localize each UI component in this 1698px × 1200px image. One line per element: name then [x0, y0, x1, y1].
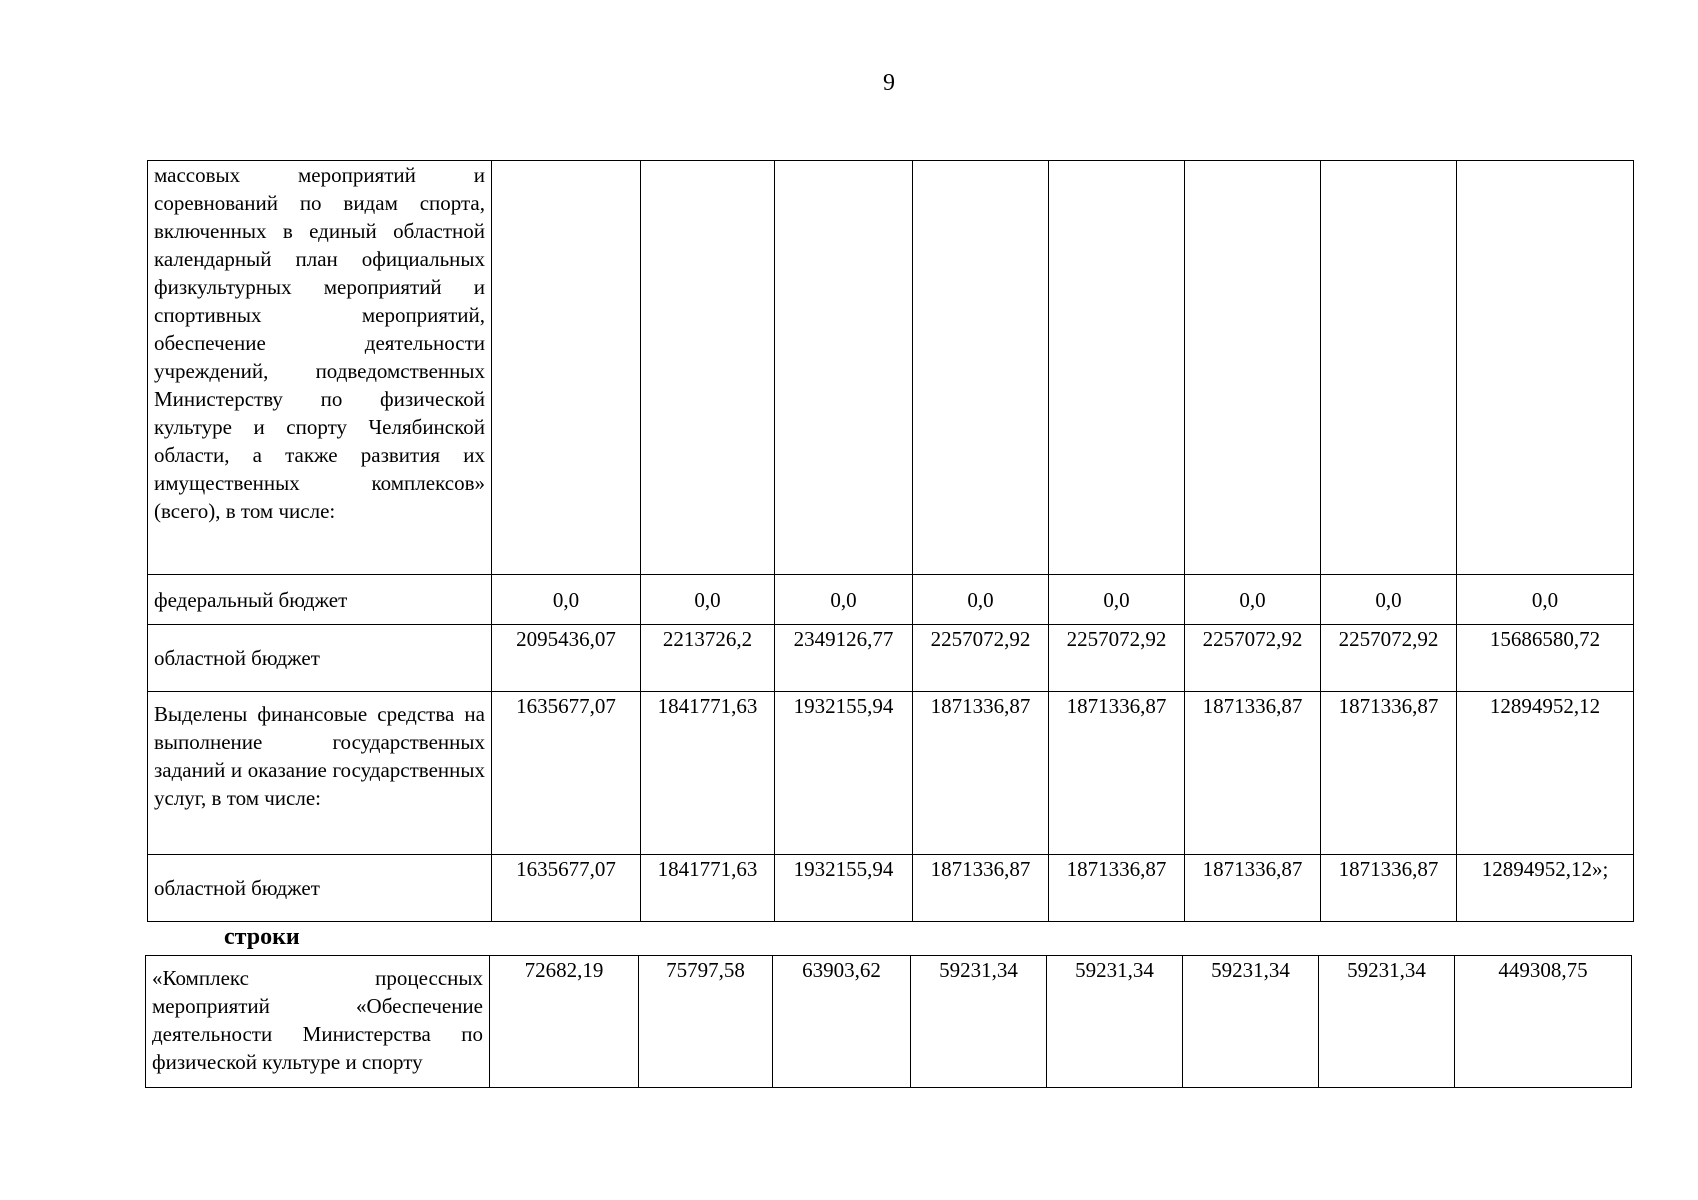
- table-cell: 63903,62: [773, 956, 911, 1088]
- table-cell: 1871336,87: [1049, 692, 1185, 855]
- table-cell: 1871336,87: [1185, 692, 1321, 855]
- table-cell: 0,0: [492, 575, 641, 625]
- table-cell: 0,0: [1321, 575, 1457, 625]
- table-cell: 1871336,87: [913, 855, 1049, 922]
- row-label: массовых мероприятий и соревнований по видам спорта, включенных в единый областной календарный план официальных физкультурных мероприятий и спортивных мероприятий, обеспечение деятельности учреждений, подведомственных Министерству по физической культуре и спорту Челябинской области, а также развития их имущественных комплексов» (всего), в том числе:: [148, 161, 492, 575]
- table-cell: 1871336,87: [1321, 855, 1457, 922]
- table-cell: 2349126,77: [775, 625, 913, 692]
- table-row: [146, 956, 1632, 1088]
- table-cell: 0,0: [1457, 575, 1634, 625]
- table-cell: [913, 161, 1049, 575]
- table-cell: 0,0: [913, 575, 1049, 625]
- table-cell: 1871336,87: [1185, 855, 1321, 922]
- table-row: [148, 625, 1634, 692]
- table-row: [148, 855, 1634, 922]
- table-cell: 2257072,92: [1185, 625, 1321, 692]
- table-cell: [1321, 161, 1457, 575]
- table-row: [148, 575, 1634, 625]
- table-cell: [1185, 161, 1321, 575]
- table-cell: 12894952,12»;: [1457, 855, 1634, 922]
- table-cell: 1871336,87: [1049, 855, 1185, 922]
- table-cell: 59231,34: [1047, 956, 1183, 1088]
- row-label: Выделены финансовые средства на выполнение государственных заданий и оказание государственных услуг, в том числе:: [148, 692, 492, 855]
- section-word: строки: [224, 924, 300, 950]
- row-label: областной бюджет: [148, 855, 492, 922]
- table-cell: 1841771,63: [641, 855, 775, 922]
- table-cell: [641, 161, 775, 575]
- table-cell: 449308,75: [1455, 956, 1632, 1088]
- table-cell: 2257072,92: [913, 625, 1049, 692]
- table-cell: 2257072,92: [1049, 625, 1185, 692]
- table-cell: 2213726,2: [641, 625, 775, 692]
- table-cell: 2257072,92: [1321, 625, 1457, 692]
- table-cell: 59231,34: [1183, 956, 1319, 1088]
- row-label: федеральный бюджет: [148, 575, 492, 625]
- table-row: [148, 692, 1634, 855]
- budget-table: [147, 160, 1634, 922]
- table-cell: 15686580,72: [1457, 625, 1634, 692]
- table-cell: 12894952,12: [1457, 692, 1634, 855]
- page-number: 9: [883, 70, 895, 96]
- table-cell: 2095436,07: [492, 625, 641, 692]
- table-row: [148, 161, 1634, 575]
- table-cell: 59231,34: [1319, 956, 1455, 1088]
- table-cell: 0,0: [1049, 575, 1185, 625]
- table-cell: 1871336,87: [913, 692, 1049, 855]
- table-cell: [775, 161, 913, 575]
- table-cell: 1635677,07: [492, 855, 641, 922]
- table-cell: 0,0: [1185, 575, 1321, 625]
- table-cell: [492, 161, 641, 575]
- table-cell: 75797,58: [639, 956, 773, 1088]
- table-cell: 59231,34: [911, 956, 1047, 1088]
- table-cell: 1635677,07: [492, 692, 641, 855]
- row-label: «Комплекс процессных мероприятий «Обеспечение деятельности Министерства по физической культуре и спорту: [146, 956, 490, 1088]
- table-cell: [1049, 161, 1185, 575]
- table-cell: 1932155,94: [775, 692, 913, 855]
- budget-table-continuation: [145, 955, 1632, 1088]
- row-label: областной бюджет: [148, 625, 492, 692]
- table-cell: 72682,19: [490, 956, 639, 1088]
- table-cell: 0,0: [641, 575, 775, 625]
- table-cell: 1871336,87: [1321, 692, 1457, 855]
- table-cell: 0,0: [775, 575, 913, 625]
- table-cell: 1841771,63: [641, 692, 775, 855]
- table-cell: 1932155,94: [775, 855, 913, 922]
- table-cell: [1457, 161, 1634, 575]
